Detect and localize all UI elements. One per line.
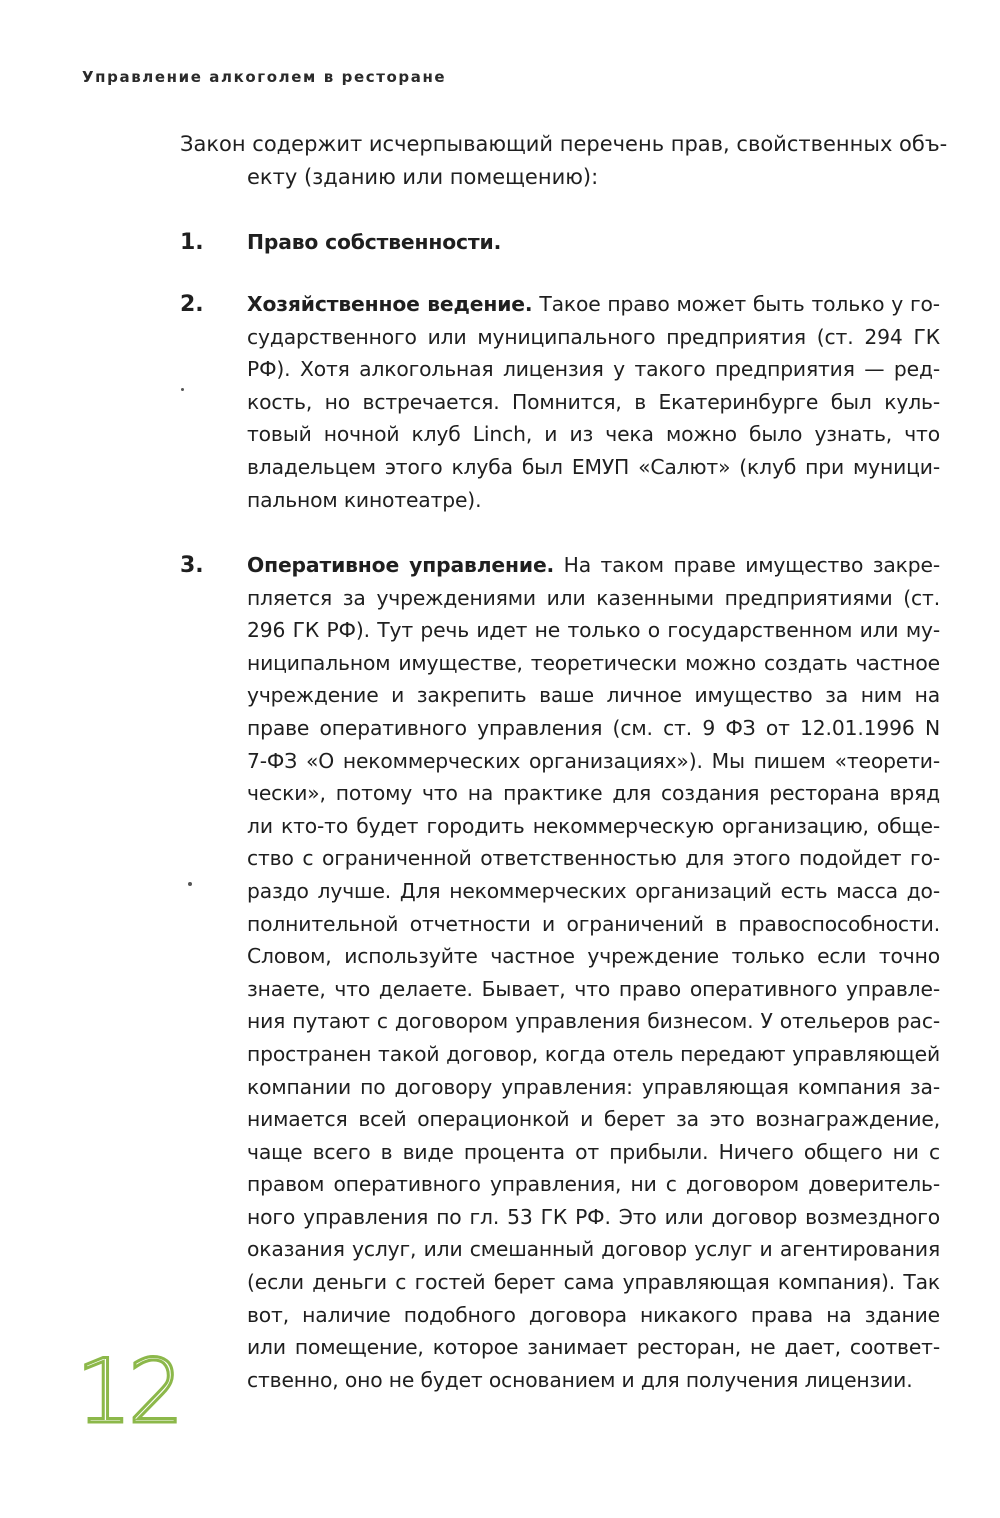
list-item-title: Хозяйственное ведение. [247, 292, 533, 316]
list-item-number: 2. [180, 292, 204, 317]
text-line: ли кто-то будет городить некоммерческую организацию, обще- [247, 813, 940, 838]
list-item-body [247, 288, 940, 516]
text-line: оказания услуг, или смешанный договор услуг и агентирования [247, 1237, 940, 1262]
list-item-title: Право собственности. [247, 230, 502, 254]
text-line: 7-ФЗ «О некоммерческих организациях»). Мы пишем «теорети- [247, 748, 940, 773]
text-line: ного управления по гл. 53 ГК РФ. Это или договор возмездного [247, 1204, 940, 1229]
text-line: правом оперативного управления, ни с договором доверитель- [247, 1172, 940, 1197]
text-line [247, 288, 940, 321]
intro-line: екту (зданию или помещению): [247, 165, 599, 189]
text-line: чески», потому что на практике для создания ресторана вряд [247, 781, 940, 806]
list-item-body [247, 549, 940, 1396]
text-line: или помещение, которое занимает ресторан, не дает, соответ- [247, 1335, 940, 1360]
intro-paragraph [180, 128, 948, 194]
text-line: товый ночной клуб Linch, и из чека можно было узнать, что [247, 422, 940, 447]
scan-speck [181, 388, 184, 391]
text-line: нимается всей операционкой и берет за это вознаграждение, [247, 1107, 940, 1132]
text-fragment: На таком праве имущество закре- [554, 553, 940, 577]
text-line: (если деньги с гостей берет сама управляющая компания). Так [247, 1270, 940, 1295]
text-line: знаете, что делаете. Бывает, что право оперативного управле- [247, 976, 940, 1001]
text-fragment: Такое право может быть только у го- [532, 292, 940, 316]
text-line: полнительной отчетности и ограничений в правоспособности. [247, 911, 940, 936]
text-line: 296 ГК РФ). Тут речь идет не только о государственном или му- [247, 618, 940, 643]
scan-speck [188, 882, 192, 886]
intro-line: Закон содержит исчерпывающий перечень прав, свойственных объ- [180, 132, 948, 156]
text-line: владельцем этого клуба был ЕМУП «Салют» (клуб при муници- [247, 454, 940, 479]
text-line: пляется за учреждениями или казенными предприятиями (ст. [247, 585, 940, 610]
text-line: Словом, используйте частное учреждение только если точно [247, 944, 940, 969]
text-line: компании по договору управления: управляющая компания за- [247, 1074, 940, 1099]
text-line: кость, но встречается. Помнится, в Екатеринбурге был куль- [247, 389, 940, 414]
running-title: Управление алкоголем в ресторане [82, 68, 447, 86]
text-line: ния путают с договором управления бизнесом. У отельеров рас- [247, 1009, 940, 1034]
text-line: учреждение и закрепить ваше личное имущество за ним на [247, 683, 940, 708]
list-item-title: Оперативное управление. [247, 553, 555, 577]
list-item-number: 3. [180, 553, 204, 578]
text-line: вот, наличие подобного договора никакого права на здание [247, 1302, 940, 1327]
text-line: пальном кинотеатре). [247, 487, 482, 512]
text-line: ство с ограниченной ответственностью для этого подойдет го- [247, 846, 940, 871]
text-line: РФ). Хотя алкогольная лицензия у такого предприятия — ред- [247, 357, 940, 382]
text-line [247, 549, 940, 582]
list-item-body [247, 226, 940, 259]
text-line: пространен такой договор, когда отель передают управляющей [247, 1041, 940, 1066]
text-line: сударственного или муниципального предприятия (ст. 294 ГК [247, 324, 940, 349]
text-line: ниципальном имуществе, теоретически можно создать частное [247, 650, 940, 675]
text-line: праве оперативного управления (см. ст. 9 ФЗ от 12.01.1996 N [247, 715, 940, 740]
list-item-number: 1. [180, 230, 204, 255]
text-line: ственно, оно не будет основанием и для получения лицензии. [247, 1367, 913, 1392]
page-number: 12 [76, 1340, 180, 1443]
text-line: раздо лучше. Для некоммерческих организаций есть масса до- [247, 878, 940, 903]
text-line: чаще всего в виде процента от прибыли. Ничего общего ни с [247, 1139, 940, 1164]
